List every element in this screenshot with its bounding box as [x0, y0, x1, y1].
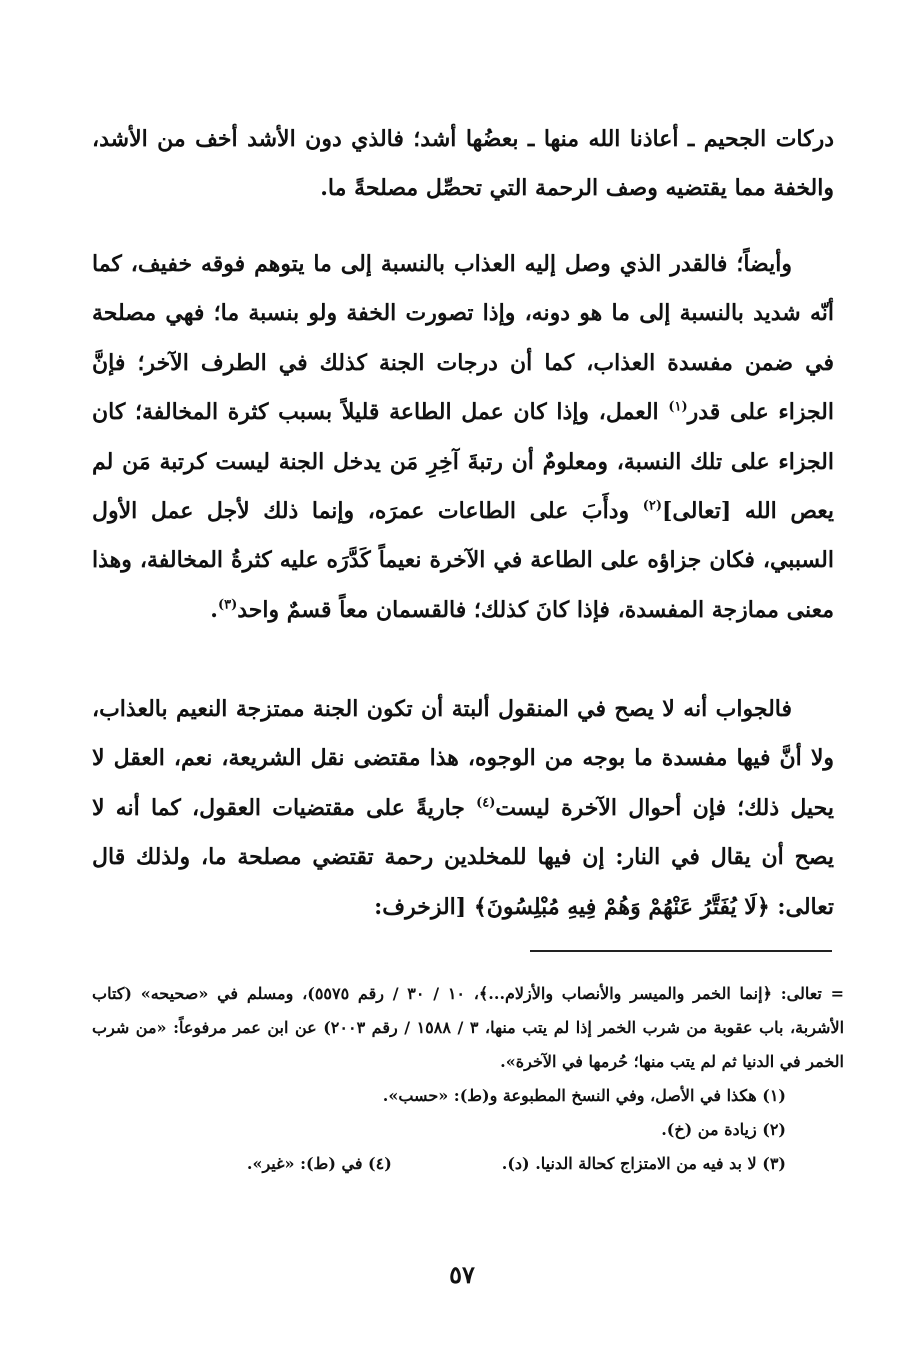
paragraph-1-text: دركات الجحيم ـ أعاذنا الله منها ـ بعضُها أشد؛ فالذي دون الأشد أخف من الأشد، والخفة مما يقتضيه وصف الرحمة التي تحصِّل مصلحةً ما.: [92, 126, 834, 202]
paragraph-3-part2: جاريةً على مقتضيات العقول، كما أنه لا يصح أن يقال في النار: إن فيها للمخلدين رحمة تقتضي مصلحة ما، ولذلك قال تعالى:: [92, 794, 835, 920]
paragraph-2-part2: العمل، وإذا كان عمل الطاعة قليلاً بسبب كثرة المخالفة؛ كان الجزاء على تلك النسبة، ومعلومٌ أن رتبةَ آخِرِ مَن يدخل الجنة ليست كرتبة مَن لم يعص الله [تعالى]: [92, 399, 835, 525]
footnote-2: (٢) زيادة من (خ).: [661, 1120, 786, 1139]
footnotes-section: [92, 977, 844, 1181]
footnote-4: (٤) في (ط): «غير».: [246, 1154, 392, 1173]
footnote-ref-4[interactable]: (٤): [476, 795, 496, 811]
paragraph-2: [92, 240, 834, 635]
quran-verse: ﴿لَا يُفَتَّرُ عَنْهُمْ وَهُمْ فِيهِ مُبْلِسُونَ﴾: [473, 893, 770, 920]
paragraph-2-part3: ودأَبَ على الطاعات عمرَه، وإنما ذلك لأجل عمل الأول السببي، فكان جزاؤه على الطاعة في الآخرة نعيماً كَدَّرَه عليه كثرةُ المخالفة، وهذا معنى ممازجة المفسدة، فإذا كانَ كذلك؛ فالقسمان معاً قسمٌ واحد: [92, 498, 834, 623]
paragraph-2-end: .: [210, 596, 218, 623]
footnote-divider: [530, 950, 832, 952]
footnote-ref-1[interactable]: (١): [668, 399, 688, 415]
paragraph-3-part1: فالجواب أنه لا يصح في المنقول ألبتة أن تكون الجنة ممتزجة النعيم بالعذاب، ولا أنَّ فيها مفسدة ما بوجه من الوجوه، هذا مقتضى نقل الشريعة، نعم، العقل لا يحيل ذلك؛ فإن أحوال الآخرة ليست: [92, 696, 834, 821]
footnote-3: (٣) لا بد فيه من الامتزاج كحالة الدنيا. (د).: [501, 1154, 786, 1173]
footnote-1: (١) هكذا في الأصل، وفي النسخ المطبوعة و(ط): «حسب».: [382, 1086, 786, 1105]
footnote-ref-2[interactable]: (٢): [642, 498, 662, 514]
page-number: ٥٧: [449, 1260, 475, 1289]
paragraph-1: [92, 115, 834, 214]
paragraph-3: [92, 685, 834, 932]
footnote-ref-3[interactable]: (٣): [217, 597, 238, 613]
footnote-continuation: = تعالى: ﴿إنما الخمر والميسر والأنصاب والأزلام...﴾، ١٠ / ٣٠ / رقم ٥٥٧٥)، ومسلم في «صحيحه» (كتاب الأشربة، باب عقوبة من شرب الخمر إذا لم يتب منها، ٣ / ١٥٨٨ / رقم ٢٠٠٣) عن ابن عمر مرفوعاً: «من شرب الخمر في الدنيا ثم لم يتب منها؛ حُرمها في الآخرة».: [92, 984, 845, 1071]
footnote-row-3-4: [92, 1147, 844, 1181]
paragraph-3-end: [الزخرف:: [374, 893, 474, 920]
paragraph-2-part1: وأيضاً؛ فالقدر الذي وصل إليه العذاب بالنسبة إلى ما يتوهم فوقه خفيف، كما أنّه شديد بالنسبة إلى ما هو دونه، وإذا تصورت الخفة ولو بنسبة ما؛ فهي مصلحة في ضمن مفسدة العذاب، كما أن درجات الجنة كذلك في الطرف الآخر؛ فإنَّ الجزاء على قدر: [92, 251, 834, 426]
